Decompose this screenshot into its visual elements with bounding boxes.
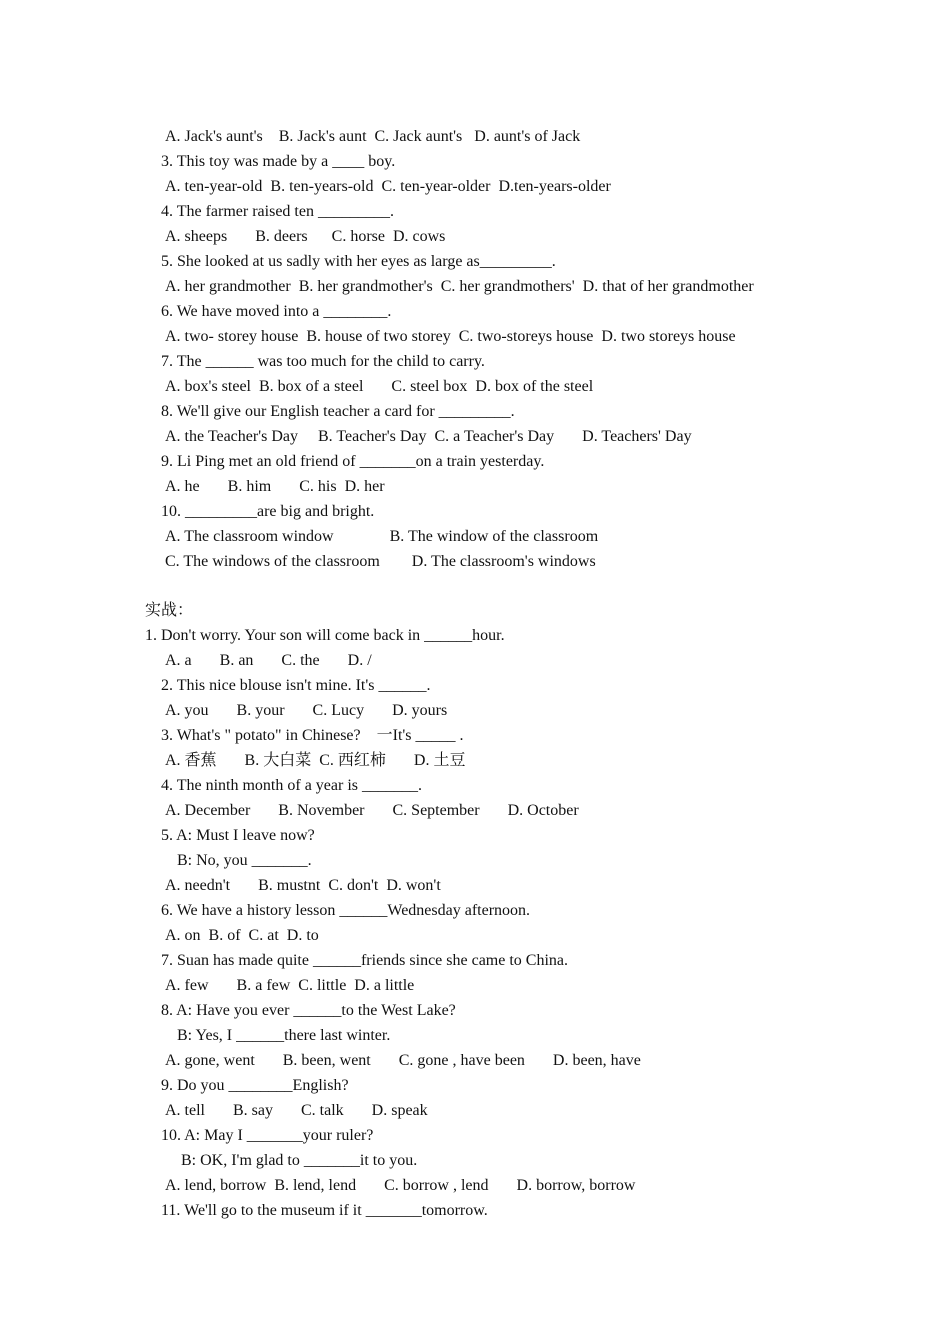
options-q10-ab: A. The classroom window B. The window of the classroom	[165, 528, 599, 545]
question-4: 4. The farmer raised ten _________.	[161, 203, 394, 220]
practice-options-3: A. 香蕉 B. 大白菜 C. 西红柿 D. 土豆	[165, 752, 466, 769]
practice-question-10a: 10. A: May I _______your ruler?	[161, 1127, 374, 1144]
options-q8: A. the Teacher's Day B. Teacher's Day C. a Teacher's Day D. Teachers' Day	[165, 428, 692, 445]
practice-question-2: 2. This nice blouse isn't mine. It's ______.	[161, 677, 431, 694]
practice-question-11: 11. We'll go to the museum if it _______tomorrow.	[161, 1202, 488, 1219]
practice-options-8: A. gone, went B. been, went C. gone , have been D. been, have	[165, 1052, 641, 1069]
practice-question-6: 6. We have a history lesson ______Wednesday afternoon.	[161, 902, 531, 919]
options-q10-cd: C. The windows of the classroom D. The classroom's windows	[165, 553, 596, 570]
practice-question-1: 1. Don't worry. Your son will come back in ______hour.	[145, 627, 505, 644]
practice-question-8a: 8. A: Have you ever ______to the West Lake?	[161, 1002, 456, 1019]
practice-question-3: 3. What's " potato" in Chinese? 一It's _____ .	[161, 727, 464, 744]
practice-options-7: A. few B. a few C. little D. a little	[165, 977, 415, 994]
practice-question-9: 9. Do you ________English?	[161, 1077, 349, 1094]
options-q6: A. two- storey house B. house of two storey C. two-storeys house D. two storeys house	[165, 328, 736, 345]
section-heading: 实战：	[145, 602, 194, 619]
practice-question-7: 7. Suan has made quite ______friends since she came to China.	[161, 952, 569, 969]
practice-question-5b: B: No, you _______.	[177, 852, 312, 869]
practice-options-9: A. tell B. say C. talk D. speak	[165, 1102, 428, 1119]
question-10: 10. _________are big and bright.	[161, 503, 375, 520]
practice-options-4: A. December B. November C. September D. October	[165, 802, 579, 819]
practice-question-8b: B: Yes, I ______there last winter.	[177, 1027, 391, 1044]
options-q5: A. her grandmother B. her grandmother's C. her grandmothers' D. that of her grandmother	[165, 278, 754, 295]
options-q9: A. he B. him C. his D. her	[165, 478, 385, 495]
practice-question-4: 4. The ninth month of a year is _______.	[161, 777, 422, 794]
practice-options-1: A. a B. an C. the D. /	[165, 652, 372, 669]
practice-question-5a: 5. A: Must I leave now?	[161, 827, 315, 844]
options-q4: A. sheeps B. deers C. horse D. cows	[165, 228, 446, 245]
options-q3: A. ten-year-old B. ten-years-old C. ten-year-older D.ten-years-older	[165, 178, 611, 195]
options-q7: A. box's steel B. box of a steel C. steel box D. box of the steel	[165, 378, 594, 395]
practice-options-10: A. lend, borrow B. lend, lend C. borrow , lend D. borrow, borrow	[165, 1177, 636, 1194]
practice-question-10b: B: OK, I'm glad to _______it to you.	[181, 1152, 418, 1169]
question-3: 3. This toy was made by a ____ boy.	[161, 153, 396, 170]
question-6: 6. We have moved into a ________.	[161, 303, 392, 320]
question-8: 8. We'll give our English teacher a card for _________.	[161, 403, 515, 420]
question-9: 9. Li Ping met an old friend of _______on a train yesterday.	[161, 453, 545, 470]
options-q2: A. Jack's aunt's B. Jack's aunt C. Jack aunt's D. aunt's of Jack	[165, 128, 581, 145]
question-5: 5. She looked at us sadly with her eyes as large as_________.	[161, 253, 556, 270]
question-7: 7. The ______ was too much for the child to carry.	[161, 353, 485, 370]
practice-options-2: A. you B. your C. Lucy D. yours	[165, 702, 448, 719]
practice-options-6: A. on B. of C. at D. to	[165, 927, 319, 944]
practice-options-5: A. needn't B. mustnt C. don't D. won't	[165, 877, 441, 894]
